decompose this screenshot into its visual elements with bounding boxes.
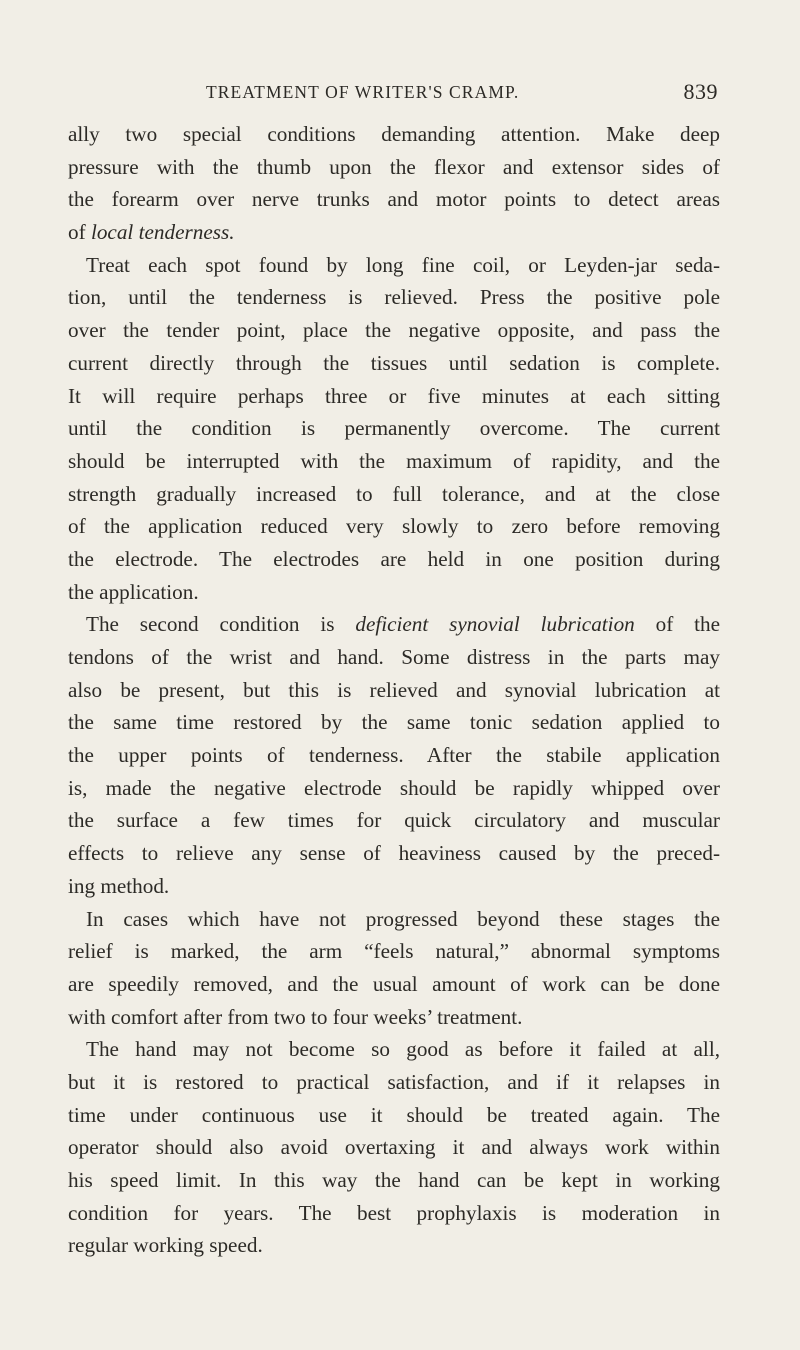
text-line: The hand may not become so good as before it failed at all, bbox=[86, 1037, 720, 1062]
text-line: over the tender point, place the negative opposite, and pass the bbox=[68, 318, 720, 343]
text-line: ing method. bbox=[68, 873, 170, 898]
text-line: of the application reduced very slowly to zero before removing bbox=[68, 514, 720, 539]
text-line: should be interrupted with the maximum of rapidity, and the bbox=[68, 448, 720, 473]
text-line: In cases which have not progressed beyond these stages the bbox=[86, 906, 720, 931]
running-head bbox=[68, 79, 718, 112]
text-line: the electrode. The electrodes are held in one position during bbox=[68, 546, 720, 571]
text-line: but it is restored to practical satisfaction, and if it relapses in bbox=[68, 1069, 720, 1094]
text-line: is, made the negative electrode should be rapidly whipped over bbox=[68, 775, 720, 800]
text-line: the upper points of tenderness. After the stabile application bbox=[68, 743, 720, 768]
italic-phrase: deficient synovial lubrication bbox=[355, 612, 635, 637]
text-run: of the bbox=[634, 612, 720, 637]
text-line: Treat each spot found by long fine coil, or Leyden-jar seda- bbox=[86, 252, 720, 277]
page-number: 839 bbox=[683, 79, 718, 104]
text-line: regular working speed. bbox=[68, 1233, 263, 1258]
text-line bbox=[68, 216, 720, 249]
text-line: tion, until the tenderness is relieved. Press the positive pole bbox=[68, 285, 720, 310]
text-line: strength gradually increased to full tolerance, and at the close bbox=[68, 481, 720, 506]
text-line: condition for years. The best prophylaxis is moderation in bbox=[68, 1200, 720, 1225]
text-line: current directly through the tissues until sedation is complete. bbox=[68, 350, 720, 375]
text-line bbox=[68, 608, 720, 641]
running-head-title: TREATMENT OF WRITER'S CRAMP. bbox=[206, 82, 520, 102]
text-line: his speed limit. In this way the hand can be kept in working bbox=[68, 1168, 720, 1192]
text-line: operator should also avoid overtaxing it and always work within bbox=[68, 1135, 720, 1160]
body-text bbox=[68, 118, 720, 1262]
text-line: effects to relieve any sense of heaviness caused by the preced- bbox=[68, 841, 720, 866]
text-line: with comfort after from two to four weeks’ treatment. bbox=[68, 1004, 523, 1029]
italic-phrase: local tenderness. bbox=[90, 220, 235, 245]
text-line: ally two special conditions demanding attention. Make deep bbox=[68, 122, 720, 146]
text-line: tendons of the wrist and hand. Some distress in the parts may bbox=[68, 645, 720, 669]
text-line: pressure with the thumb upon the flexor and extensor sides of bbox=[68, 154, 720, 179]
text-line: the application. bbox=[68, 579, 199, 604]
text-line: time under continuous use it should be treated again. The bbox=[68, 1102, 720, 1127]
text-run: The second condition is bbox=[86, 612, 356, 637]
text-line: the same time restored by the same tonic sedation applied to bbox=[68, 710, 720, 735]
text-line: relief is marked, the arm “feels natural,” abnormal symptoms bbox=[68, 939, 720, 964]
text-line: until the condition is permanently overcome. The current bbox=[68, 416, 720, 441]
text-line: It will require perhaps three or five minutes at each sitting bbox=[68, 383, 720, 408]
text-line: the surface a few times for quick circulatory and muscular bbox=[68, 808, 720, 833]
text-line: also be present, but this is relieved and synovial lubrication at bbox=[68, 677, 720, 702]
text-line: the forearm over nerve trunks and motor points to detect areas bbox=[68, 187, 720, 212]
text-run: of bbox=[68, 220, 91, 245]
text-line: are speedily removed, and the usual amount of work can be done bbox=[68, 971, 720, 996]
